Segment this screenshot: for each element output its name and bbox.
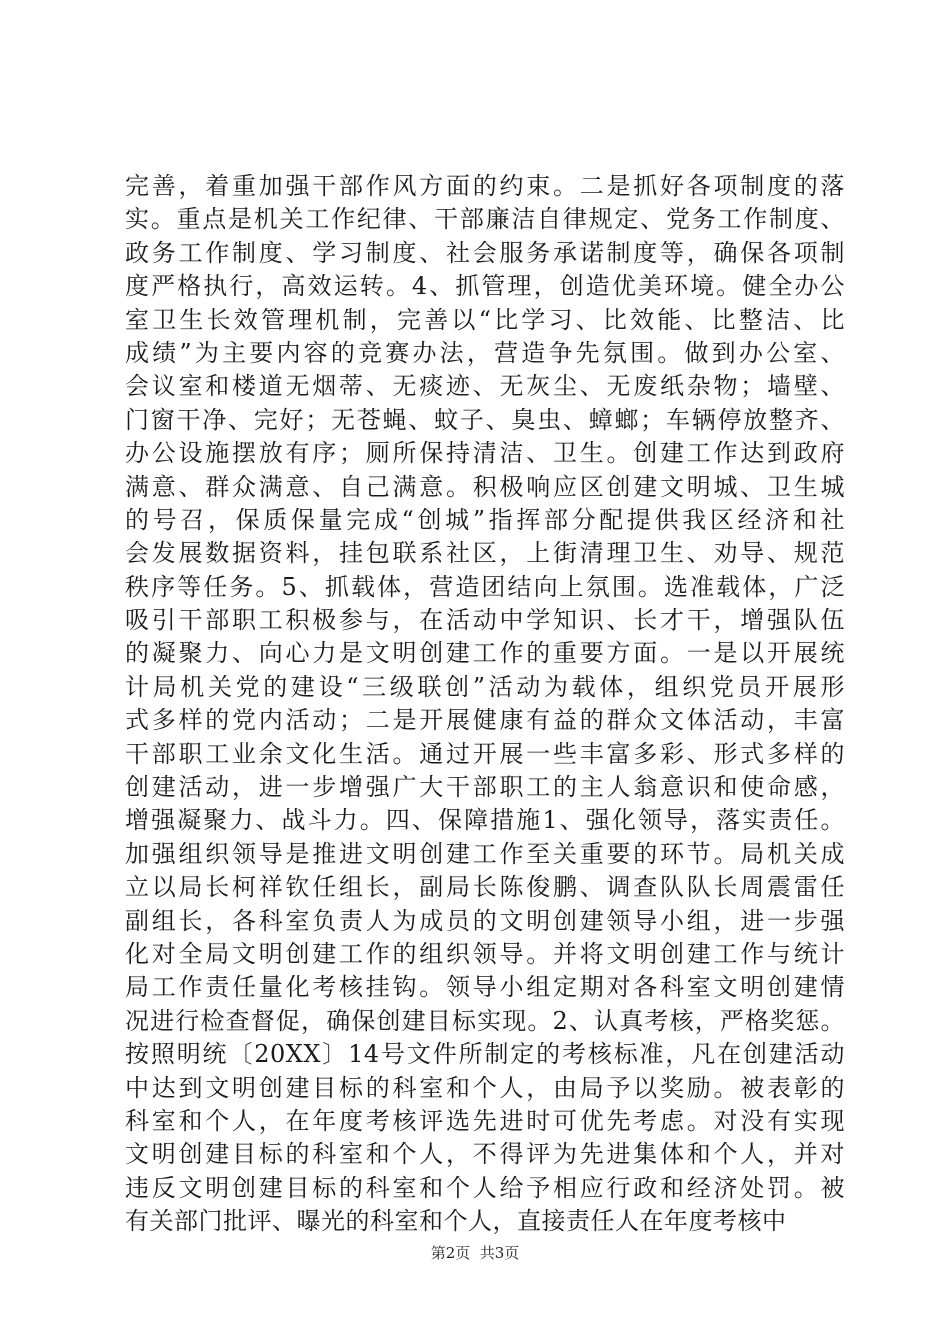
text-line: 的号召，保质保量完成“创城”指挥部分配提供我区经济和社	[125, 505, 845, 534]
text-line: 文明创建目标的科室和个人，不得评为先进集体和个人，并对	[125, 1140, 845, 1169]
text-line: 成绩”为主要内容的竞赛办法，营造争先氛围。做到办公室、	[125, 338, 845, 367]
text-line: 按照明统〔20XX〕14号文件所制定的考核标准，凡在创建活动	[125, 1040, 845, 1069]
text-line: 会议室和楼道无烟蒂、无痰迹、无灰尘、无废纸杂物；墙壁、	[125, 372, 845, 401]
text-line: 吸引干部职工积极参与，在活动中学知识、长才干，增强队伍	[125, 606, 845, 635]
text-line: 干部职工业余文化生活。通过开展一些丰富多彩、形式多样的	[125, 739, 845, 768]
text-line: 完善，着重加强干部作风方面的约束。二是抓好各项制度的落	[125, 172, 845, 200]
text-line: 的凝聚力、向心力是文明创建工作的重要方面。一是以开展统	[125, 639, 845, 668]
text-line: 增强凝聚力、战斗力。四、保障措施1、强化领导，落实责任。	[125, 806, 845, 835]
text-line: 立以局长柯祥钦任组长，副局长陈俊鹏、调查队队长周震雷任	[125, 873, 845, 902]
text-line: 政务工作制度、学习制度、社会服务承诺制度等，确保各项制	[125, 238, 845, 267]
text-line: 化对全局文明创建工作的组织领导。并将文明创建工作与统计	[125, 939, 845, 968]
text-line: 副组长，各科室负责人为成员的文明创建领导小组，进一步强	[125, 906, 845, 935]
text-line: 实。重点是机关工作纪律、干部廉洁自律规定、党务工作制度、	[125, 205, 845, 234]
text-line: 加强组织领导是推进文明创建工作至关重要的环节。局机关成	[125, 839, 845, 868]
text-line: 会发展数据资料，挂包联系社区，上街清理卫生、劝导、规范	[125, 539, 845, 568]
text-line: 违反文明创建目标的科室和个人给予相应行政和经济处罚。被	[125, 1173, 845, 1202]
text-line: 度严格执行，高效运转。4、抓管理，创造优美环境。健全办公	[125, 272, 845, 301]
text-line: 秩序等任务。5、抓载体，营造团结向上氛围。选准载体，广泛	[125, 572, 845, 601]
text-line: 计局机关党的建设“三级联创”活动为载体，组织党员开展形	[125, 672, 845, 701]
text-line: 门窗干净、完好；无苍蝇、蚊子、臭虫、蟑螂；车辆停放整齐、	[125, 405, 845, 434]
text-line: 科室和个人，在年度考核评选先进时可优先考虑。对没有实现	[125, 1106, 845, 1135]
text-line: 式多样的党内活动；二是开展健康有益的群众文体活动，丰富	[125, 706, 845, 735]
text-line: 室卫生长效管理机制，完善以“比学习、比效能、比整洁、比	[125, 305, 845, 334]
text-line: 局工作责任量化考核挂钩。领导小组定期对各科室文明创建情	[125, 973, 845, 1002]
body-text	[125, 170, 845, 1239]
text-line: 有关部门批评、曝光的科室和个人，直接责任人在年度考核中	[125, 1207, 787, 1236]
page-footer: 第2页 共3页	[430, 1244, 520, 1262]
text-line: 办公设施摆放有序；厕所保持清洁、卫生。创建工作达到政府	[125, 439, 845, 468]
text-line: 满意、群众满意、自己满意。积极响应区创建文明城、卫生城	[125, 472, 845, 501]
text-line: 况进行检查督促，确保创建目标实现。2、认真考核，严格奖惩。	[125, 1006, 845, 1035]
text-line: 中达到文明创建目标的科室和个人，由局予以奖励。被表彰的	[125, 1073, 845, 1102]
text-line: 创建活动，进一步增强广大干部职工的主人翁意识和使命感，	[125, 773, 845, 802]
